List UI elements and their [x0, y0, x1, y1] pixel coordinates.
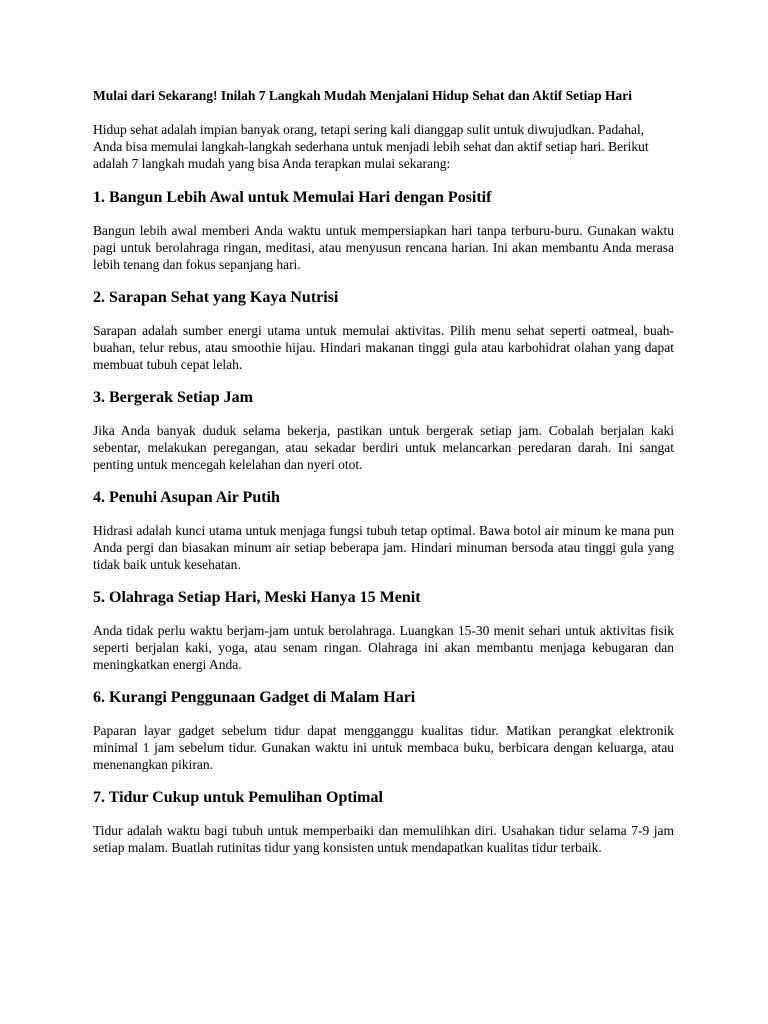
- section-5: [93, 588, 674, 673]
- section-4: [93, 488, 674, 573]
- section-body: Jika Anda banyak duduk selama bekerja, pastikan untuk bergerak setiap jam. Cobalah berjalan kaki sebentar, melakukan peregangan, atau sekadar berdiri untuk melancarkan peredaran darah. Ini sangat penting untuk mencegah kelelahan dan nyeri otot.: [93, 423, 674, 472]
- section-heading: 2. Sarapan Sehat yang Kaya Nutrisi: [93, 289, 339, 306]
- section-body: Sarapan adalah sumber energi utama untuk memulai aktivitas. Pilih menu sehat seperti oatmeal, buah-buahan, telur rebus, atau smoothie hijau. Hindari makanan tinggi gula atau karbohidrat olahan yang dapat membuat tubuh cepat lelah.: [93, 323, 674, 372]
- section-7: [93, 788, 674, 856]
- section-body: Hidrasi adalah kunci utama untuk menjaga fungsi tubuh tetap optimal. Bawa botol air minum ke mana pun Anda pergi dan biasakan minum air setiap beberapa jam. Hindari minuman bersoda atau tinggi gula yang tidak baik untuk kesehatan.: [93, 523, 674, 572]
- section-3: [93, 388, 674, 473]
- section-body: Anda tidak perlu waktu berjam-jam untuk berolahraga. Luangkan 15-30 menit sehari untuk aktivitas fisik seperti berjalan kaki, yoga, atau senam ringan. Olahraga ini akan membantu menjaga kebugaran dan meningkatkan energi Anda.: [93, 623, 674, 672]
- section-1: [93, 188, 674, 273]
- document-title: Mulai dari Sekarang! Inilah 7 Langkah Mudah Menjalani Hidup Sehat dan Aktif Setiap Hari: [93, 88, 632, 103]
- section-body: Paparan layar gadget sebelum tidur dapat mengganggu kualitas tidur. Matikan perangkat elektronik minimal 1 jam sebelum tidur. Gunakan waktu ini untuk membaca buku, berbicara dengan keluarga, atau menenangkan pikiran.: [93, 723, 674, 772]
- section-heading: 7. Tidur Cukup untuk Pemulihan Optimal: [93, 789, 383, 806]
- section-heading: 4. Penuhi Asupan Air Putih: [93, 489, 280, 506]
- section-body: Bangun lebih awal memberi Anda waktu untuk mempersiapkan hari tanpa terburu-buru. Gunakan waktu pagi untuk berolahraga ringan, meditasi, atau menyusun rencana harian. Ini akan membantu Anda merasa lebih tenang dan fokus sepanjang hari.: [93, 223, 674, 272]
- section-heading: 3. Bergerak Setiap Jam: [93, 389, 253, 406]
- section-heading: 6. Kurangi Penggunaan Gadget di Malam Hari: [93, 689, 416, 706]
- intro-paragraph: Hidup sehat adalah impian banyak orang, tetapi sering kali dianggap sulit untuk diwujudkan. Padahal, Anda bisa memulai langkah-langkah sederhana untuk menjadi lebih sehat dan aktif setiap hari. Berikut adalah 7 langkah mudah yang bisa Anda terapkan mulai sekarang:: [93, 122, 649, 171]
- section-heading: 1. Bangun Lebih Awal untuk Memulai Hari dengan Positif: [93, 189, 492, 206]
- section-2: [93, 288, 674, 373]
- section-6: [93, 688, 674, 773]
- section-heading: 5. Olahraga Setiap Hari, Meski Hanya 15 Menit: [93, 589, 421, 606]
- document-page: [93, 88, 674, 871]
- section-body: Tidur adalah waktu bagi tubuh untuk memperbaiki dan memulihkan diri. Usahakan tidur selama 7-9 jam setiap malam. Buatlah rutinitas tidur yang konsisten untuk mendapatkan kualitas tidur terbaik.: [93, 823, 674, 855]
